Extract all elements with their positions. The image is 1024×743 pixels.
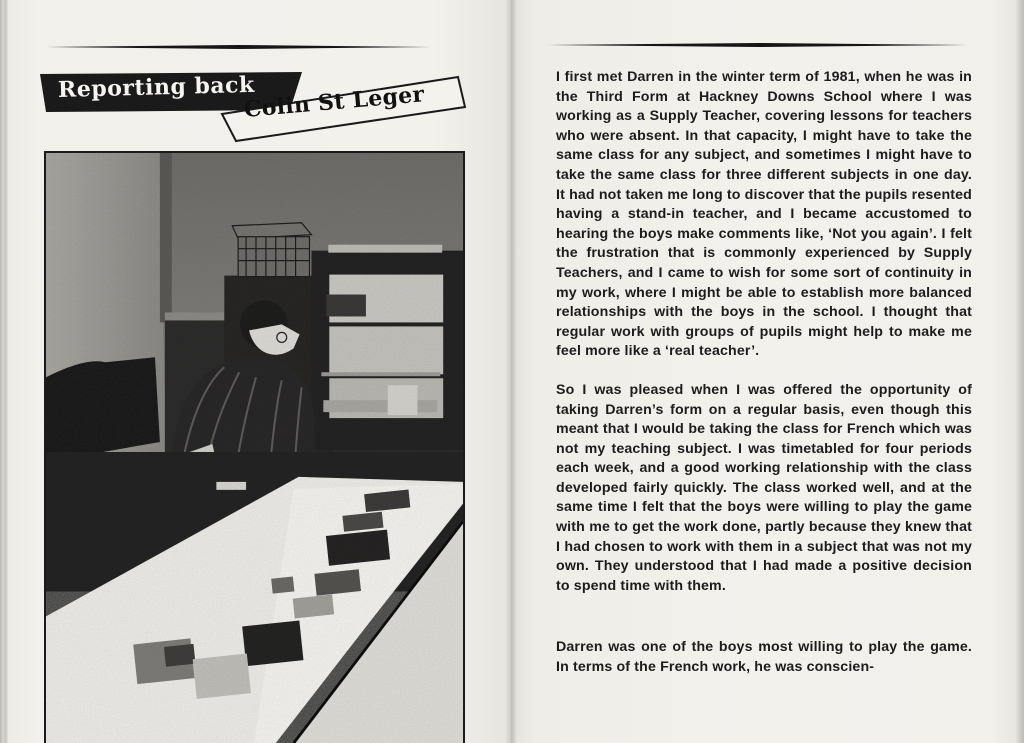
author-name: Colin St Leger [242, 81, 426, 123]
photo-image [46, 153, 463, 743]
top-rule-right [548, 43, 968, 47]
book-gutter [505, 0, 517, 743]
paragraph-3: Darren was one of the boys most willing to play the game. In terms of the French work, he was conscien- [556, 639, 972, 676]
article-body [556, 68, 972, 678]
paragraph-2: So I was pleased when I was offered the opportunity of taking Darren’s form on a regular basis, even though this meant that I would be taking the class for French which was not my teaching subject. I was timetabled for four periods each week, and a good working relationship with the class developed fairly quickly. The class worked well, and at the same time I felt that the boys were willing to play the game with me to get the work done, partly because they knew that I had chosen to work with them in a subject that was not my own. They understood that I had made a positive decision to spend time with them. [556, 381, 972, 594]
top-rule-left [46, 45, 431, 49]
article-title: Reporting back [57, 71, 256, 103]
paragraph-1: I first met Darren in the winter term of 1981, when he was in the Third Form at Hackney Downs School where I was working as a Supply Teacher, covering lessons for teachers who were absent. In that capacity, I might have to take the same class for any subject, and sometimes I might have to take the same class for three different subjects in one day. It had not taken me long to discover that the pupils resented having a stand-in teacher, and I became accustomed to hearing the boys make comments like, ‘Not you again’. I felt the frustration that is commonly experienced by Supply Teachers, and I came to wish for some sort of continuity in my work, where I might be able to establish more balanced relationships with the boys in the school. I thought that regular work with groups of pupils might help to make me feel more like a ‘real teacher’. [556, 69, 972, 360]
page-edge-right [1016, 0, 1024, 743]
author-banner [222, 77, 465, 141]
article-photograph [44, 151, 465, 743]
page-edge-left [0, 0, 8, 743]
